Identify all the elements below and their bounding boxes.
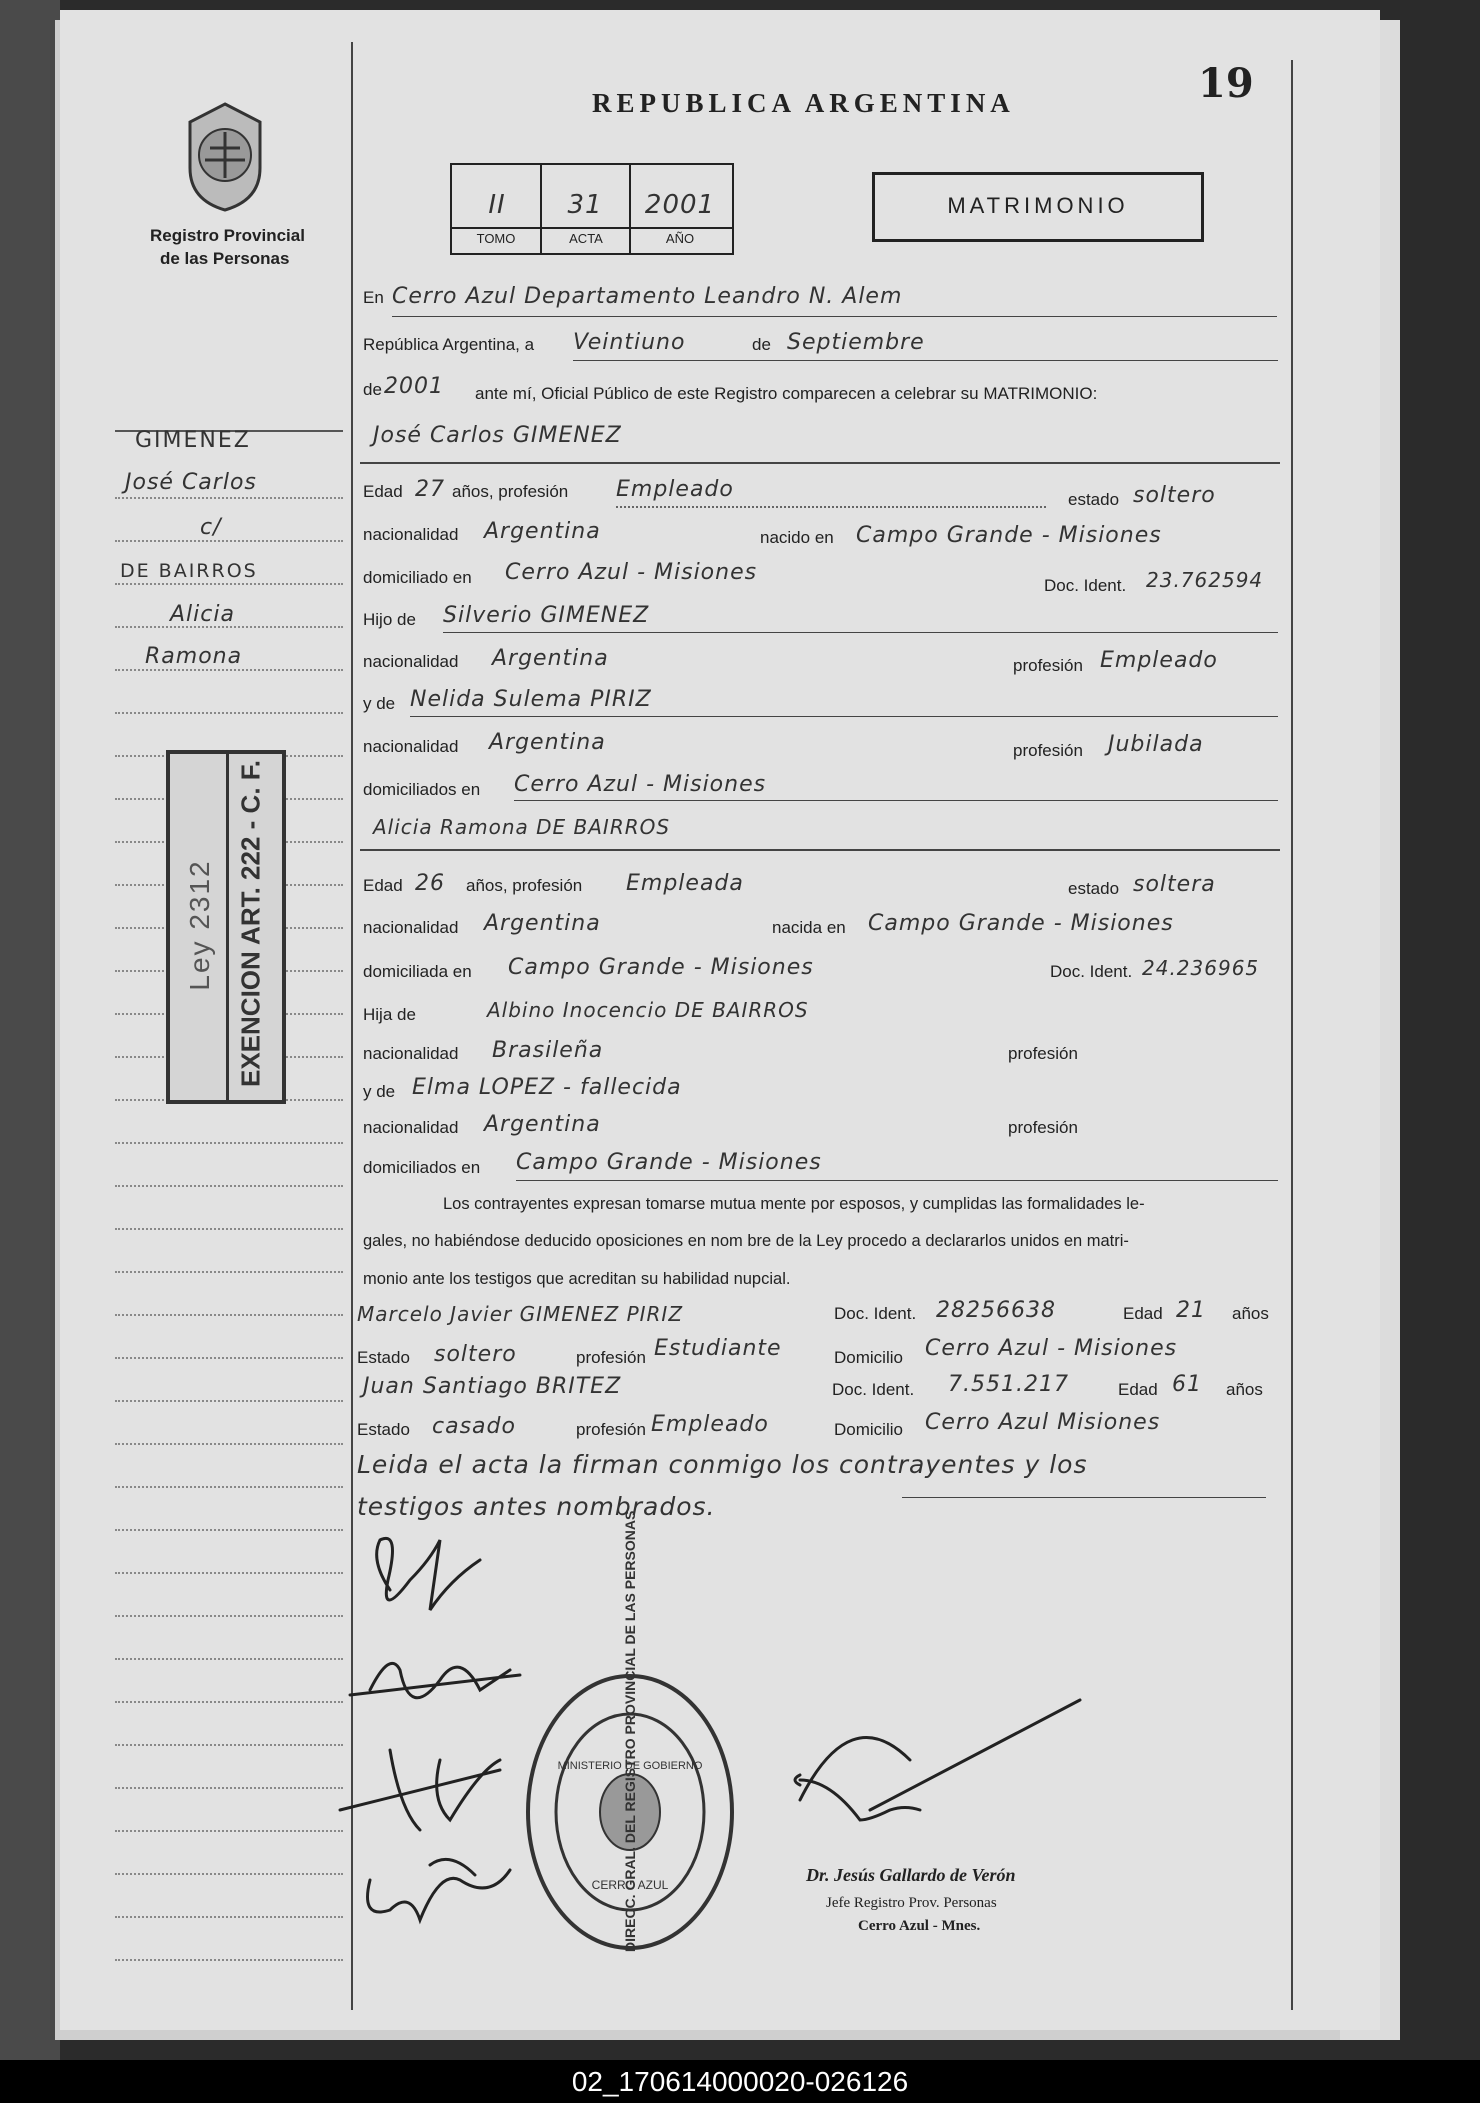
bride-nac-label: nacionalidad [363, 918, 459, 937]
bride-estado-label: estado [1068, 879, 1120, 898]
exemption-stamp-law: Ley 2312 [184, 859, 215, 991]
official-place: Cerro Azul - Mnes. [858, 1918, 981, 1934]
witness1-estado: soltero [434, 1342, 517, 1367]
groom-mother-nationality: Argentina [489, 730, 606, 755]
registry-line2: de las Personas [160, 249, 290, 268]
groom-mother-nac-label: nacionalidad [363, 737, 459, 756]
witness1-doc: 28256638 [936, 1298, 1056, 1323]
intro-month: Septiembre [787, 330, 925, 355]
bride-mother-nationality: Argentina [484, 1112, 601, 1137]
bride-parents-dom-label: domiciliados en [363, 1158, 481, 1177]
intro-year: 2001 [384, 374, 444, 399]
groom-father-prof-label: profesión [1013, 656, 1083, 675]
witness2-estado-label: Estado [357, 1420, 410, 1439]
ano-label: AÑO [665, 231, 695, 246]
groom-mother: Nelida Sulema PIRIZ [410, 687, 652, 712]
witness2-name: Juan Santiago BRITEZ [363, 1374, 622, 1399]
witness2-age: 61 [1172, 1372, 1202, 1397]
groom-doc-label: Doc. Ident. [1044, 576, 1127, 595]
groom-yde-label: y de [363, 694, 396, 713]
witness2-edad-label: Edad [1118, 1380, 1158, 1399]
groom-domicile: Cerro Azul - Misiones [505, 560, 758, 585]
province-emblem-icon [180, 100, 270, 215]
bride-name: Alicia Ramona DE BAIRROS [373, 815, 671, 839]
bride-father-nationality: Brasileña [492, 1038, 604, 1063]
margin-note-given: José Carlos [125, 470, 257, 495]
intro-de2-label: de [363, 380, 382, 399]
groom-father-profession: Empleado [1100, 648, 1218, 673]
groom-profession: Empleado [616, 477, 734, 502]
page-number: 19 [1198, 60, 1254, 107]
witness1-prof-label: profesión [576, 1348, 646, 1367]
groom-nac-label: nacionalidad [363, 525, 459, 544]
witness1-anos: años [1232, 1304, 1269, 1323]
tomo-value: II [488, 190, 506, 220]
official-name: Dr. Jesús Gallardo de Verón [806, 1865, 1016, 1885]
footer-id: 02_170614000020-026126 [571, 2066, 909, 2097]
bride-father: Albino Inocencio DE BAIRROS [487, 998, 809, 1022]
bride-hija-label: Hija de [363, 1005, 416, 1024]
round-seal-bottom-text: CERRO AZUL [591, 1878, 669, 1892]
groom-birthplace: Campo Grande - Misiones [856, 523, 1162, 548]
intro-place: Cerro Azul Departamento Leandro N. Alem [392, 284, 903, 309]
witness1-edad-label: Edad [1123, 1304, 1163, 1323]
groom-nationality: Argentina [484, 519, 601, 544]
groom-nacido-label: nacido en [760, 528, 834, 547]
witness2-profession: Empleado [651, 1412, 769, 1437]
witness2-estado: casado [432, 1414, 516, 1439]
intro-rep-label: República Argentina, a [363, 335, 535, 354]
margin-note-bride-surname: DE BAIRROS [120, 560, 258, 582]
bride-mother-prof-label: profesión [1008, 1118, 1078, 1137]
margin-note-surname: GIMENEZ [135, 428, 251, 453]
groom-hijo-label: Hijo de [363, 610, 416, 629]
witness1-dom-label: Domicilio [834, 1348, 903, 1367]
bride-mother: Elma LOPEZ - fallecida [412, 1075, 682, 1100]
bride-domicile: Campo Grande - Misiones [508, 955, 814, 980]
margin-note-with: c/ [200, 515, 222, 540]
bride-mother-nac-label: nacionalidad [363, 1118, 459, 1137]
groom-parents-dom-label: domiciliados en [363, 780, 481, 799]
bride-father-nac-label: nacionalidad [363, 1044, 459, 1063]
bride-age: 26 [415, 871, 445, 896]
groom-mother-prof-label: profesión [1013, 741, 1083, 760]
official-title: Jefe Registro Prov. Personas [826, 1895, 997, 1911]
exemption-stamp-article: EXENCION ART. 222 - C. F. [235, 760, 266, 1087]
margin-note-bride-given1: Alicia [170, 602, 235, 627]
intro-day: Veintiuno [573, 330, 686, 355]
groom-doc: 23.762594 [1146, 568, 1264, 592]
groom-father-nationality: Argentina [492, 646, 609, 671]
groom-estado-label: estado [1068, 490, 1120, 509]
exemption-stamp [166, 750, 286, 1104]
witness1-age: 21 [1176, 1298, 1206, 1323]
bride-parents-domicile: Campo Grande - Misiones [516, 1150, 822, 1175]
groom-father: Silverio GIMENEZ [443, 603, 650, 628]
closing-line1: Leida el acta la firman conmigo los contrayentes y los [357, 1450, 1088, 1479]
witness2-doc-label: Doc. Ident. [832, 1380, 915, 1399]
intro-appear: ante mí, Oficial Público de este Registro comparecen a celebrar su MATRIMONIO: [475, 384, 1098, 403]
act-type-box [872, 172, 1204, 242]
bride-nacida-label: nacida en [772, 918, 846, 937]
witness1-domicile: Cerro Azul - Misiones [925, 1336, 1178, 1361]
groom-dom-label: domiciliado en [363, 568, 472, 587]
declaration-line2: gales, no habiéndose deducido oposiciones en nom bre de la Ley procedo a declararlos unidos en matri- [363, 1232, 1129, 1250]
registry-line1: Registro Provincial [150, 226, 305, 245]
intro-en-label: En [363, 288, 384, 307]
witness2-dom-label: Domicilio [834, 1420, 903, 1439]
groom-edad-label: Edad [363, 482, 403, 501]
witness2-doc: 7.551.217 [948, 1372, 1069, 1397]
tomo-label: TOMO [476, 231, 516, 246]
groom-age: 27 [415, 477, 445, 502]
bride-edad-label: Edad [363, 876, 403, 895]
bride-yde-label: y de [363, 1082, 396, 1101]
record-box [450, 163, 734, 255]
act-type: MATRIMONIO [947, 193, 1129, 218]
bride-birthplace: Campo Grande - Misiones [868, 911, 1174, 936]
witness2-prof-label: profesión [576, 1420, 646, 1439]
declaration-line1: Los contrayentes expresan tomarse mutua mente por esposos, y cumplidas las formalidades le- [443, 1195, 1145, 1213]
bride-nationality: Argentina [484, 911, 601, 936]
country-title: REPUBLICA ARGENTINA [592, 88, 1015, 118]
bride-father-prof-label: profesión [1008, 1044, 1078, 1063]
bride-anos-prof-label: años, profesión [466, 876, 583, 895]
bride-doc: 24.236965 [1142, 956, 1260, 980]
bride-estado: soltera [1133, 872, 1216, 897]
witness1-doc-label: Doc. Ident. [834, 1304, 917, 1323]
bride-profession: Empleada [626, 871, 744, 896]
ano-value: 2001 [644, 190, 716, 220]
groom-anos-prof-label: años, profesión [452, 482, 569, 501]
witness1-profession: Estudiante [654, 1336, 782, 1361]
round-seal-outer-text: DIRECC. GRAL. DEL REGISTRO PROVINCIAL DE LAS PERSONAS [622, 1510, 638, 1952]
round-seal-inner-text: MINISTERIO DE GOBIERNO [557, 1760, 703, 1772]
groom-mother-profession: Jubilada [1108, 732, 1204, 757]
closing-line2: testigos antes nombrados. [357, 1492, 716, 1521]
witness2-domicile: Cerro Azul Misiones [925, 1410, 1161, 1435]
bride-dom-label: domiciliada en [363, 962, 472, 981]
acta-value: 31 [567, 190, 603, 220]
groom-parents-domicile: Cerro Azul - Misiones [514, 772, 767, 797]
declaration-line3: monio ante los testigos que acreditan su habilidad nupcial. [363, 1270, 791, 1288]
witness1-estado-label: Estado [357, 1348, 410, 1367]
groom-father-nac-label: nacionalidad [363, 652, 459, 671]
acta-label: ACTA [569, 231, 603, 246]
margin-note-bride-given2: Ramona [145, 644, 243, 669]
groom-name: José Carlos GIMENEZ [373, 423, 622, 448]
bride-doc-label: Doc. Ident. [1050, 962, 1133, 981]
witness2-anos: años [1226, 1380, 1263, 1399]
intro-de-label: de [752, 335, 771, 354]
groom-estado: soltero [1133, 483, 1216, 508]
witness1-name: Marcelo Javier GIMENEZ PIRIZ [357, 1302, 684, 1326]
